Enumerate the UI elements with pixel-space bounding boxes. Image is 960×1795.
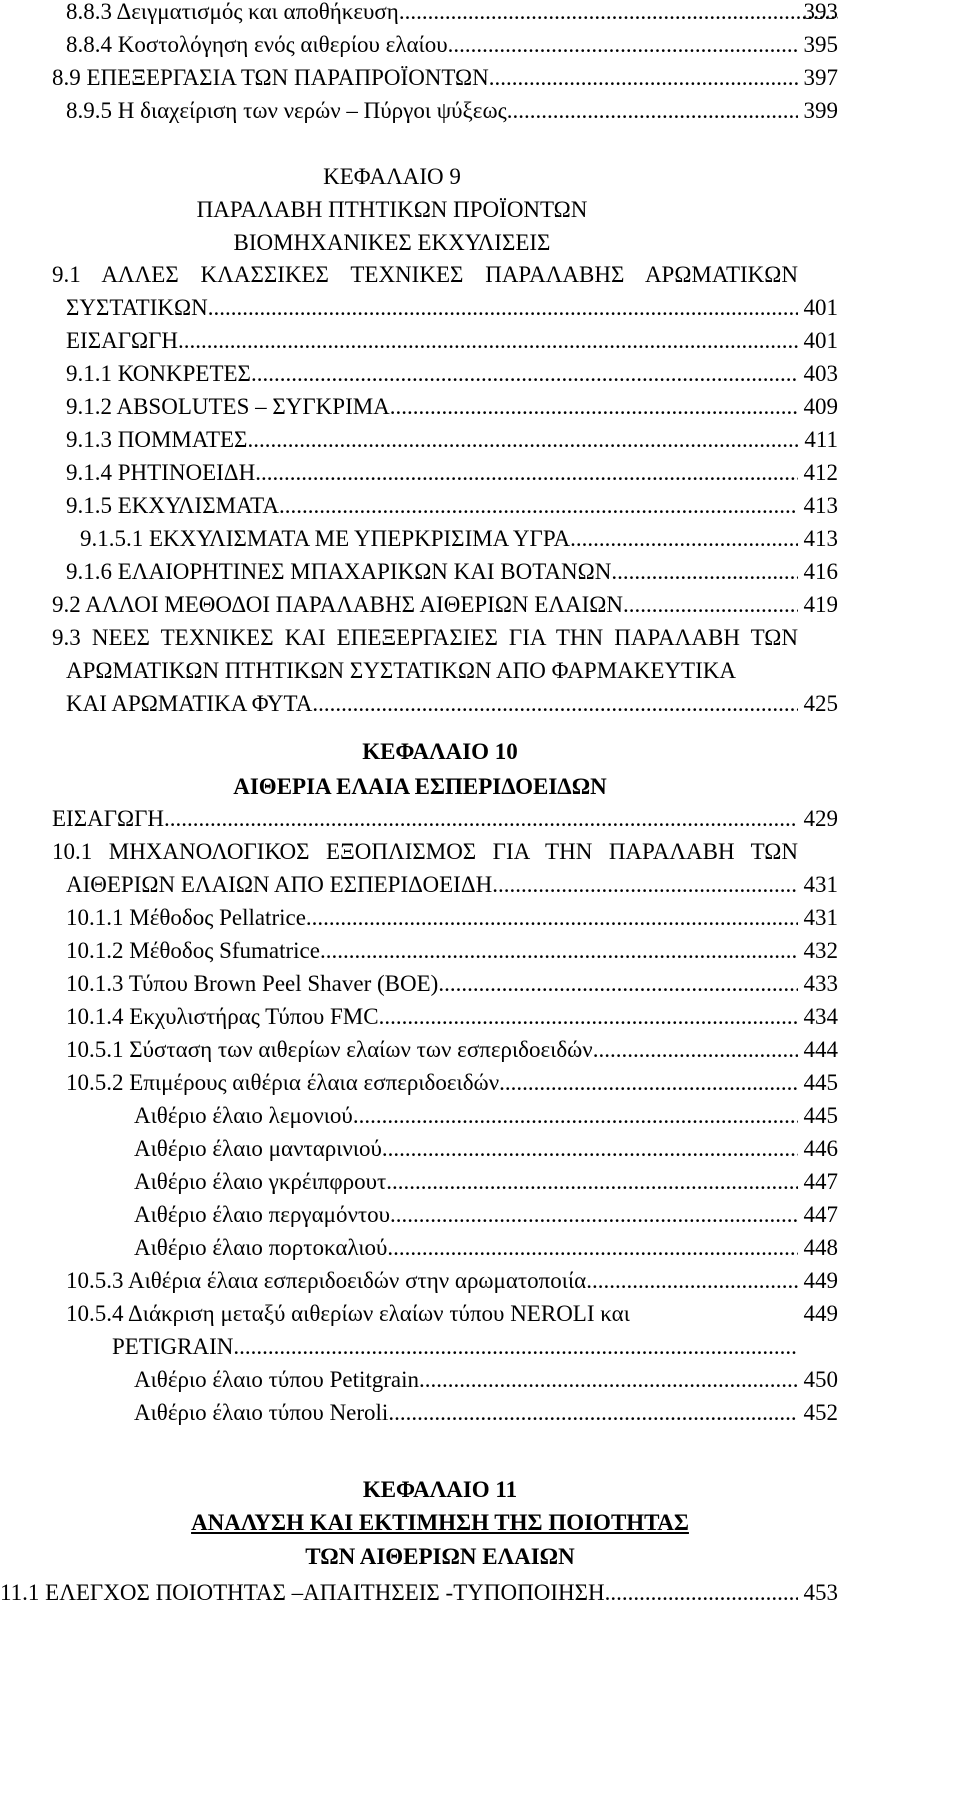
toc-leader-dots xyxy=(390,392,798,422)
toc-leader-dots xyxy=(255,458,798,488)
toc-entry-label: 10.5.2 Επιμέρους αιθέρια έλαια εσπεριδοειδών xyxy=(66,1070,500,1095)
toc-page-number: 403 xyxy=(803,361,838,386)
toc-entry xyxy=(66,903,798,933)
toc-entry xyxy=(134,1398,798,1428)
toc-entry xyxy=(66,936,798,966)
toc-page-number: 393 xyxy=(803,0,838,24)
toc-page-number: 409 xyxy=(803,394,838,419)
chapter-10-subtitle: ΑΙΘΕΡΙΑ ΕΛΑΙΑ ΕΣΠΕΡΙΔΟΕΙΔΩΝ xyxy=(233,774,607,799)
toc-entry-label: PETIGRAIN xyxy=(112,1334,234,1359)
chapter-11-subtitle: ΤΩΝ ΑΙΘΕΡΙΩΝ ΕΛΑΙΩΝ xyxy=(305,1544,575,1569)
toc-entry xyxy=(52,590,798,620)
toc-leader-dots xyxy=(399,0,838,27)
toc-page-number: 434 xyxy=(803,1004,838,1029)
toc-entry-label: 9.1.3 ΠΟΜΜΑΤΕΣ xyxy=(66,427,248,452)
toc-page-number: 413 xyxy=(803,493,838,518)
toc-entry-label: ΑΡΩΜΑΤΙΚΩΝ ΠΤΗΤΙΚΩΝ ΣΥΣΤΑΤΙΚΩΝ ΑΠΟ ΦΑΡΜΑΚΕΥΤΙΚΑ xyxy=(66,658,736,683)
toc-page-number: 448 xyxy=(803,1235,838,1260)
toc-leader-dots xyxy=(178,326,798,356)
toc-entry-label: Αιθέριο έλαιο τύπου Petitgrain xyxy=(134,1367,419,1392)
toc-page-number: 425 xyxy=(803,691,838,716)
toc-leader-dots xyxy=(586,1266,798,1296)
toc-entry-label: Αιθέριο έλαιο γκρέιπφρουτ xyxy=(134,1169,387,1194)
toc-leader-dots xyxy=(251,359,798,389)
toc-entry xyxy=(80,524,798,554)
toc-page-number: 433 xyxy=(803,971,838,996)
toc-page-number: 416 xyxy=(803,559,838,584)
toc-entry-label: ΕΙΣΑΓΩΓΗ xyxy=(66,328,179,353)
toc-entry xyxy=(66,1002,798,1032)
toc-entry xyxy=(66,491,798,521)
toc-leader-dots xyxy=(312,689,798,719)
chapter-9-title: ΚΕΦΑΛΑΙΟ 9 xyxy=(323,164,461,189)
toc-leader-dots xyxy=(499,1068,798,1098)
toc-page-number: 449 xyxy=(803,1268,838,1293)
toc-entry-label: Αιθέριο έλαιο περγαμόντου xyxy=(134,1202,391,1227)
chapter-11-title: ΚΕΦΑΛΑΙΟ 11 xyxy=(362,1477,518,1502)
toc-entry xyxy=(134,1200,798,1230)
toc-leader-dots xyxy=(570,524,798,554)
toc-leader-dots xyxy=(489,63,798,93)
toc-page-number: 452 xyxy=(803,1400,838,1425)
toc-page-number: 397 xyxy=(803,65,838,90)
toc-page-number: 445 xyxy=(803,1103,838,1128)
toc-page-number: 429 xyxy=(803,806,838,831)
toc-leader-dots xyxy=(208,293,798,323)
toc-entry-label: 9.1 ΑΛΛΕΣ ΚΛΑΣΣΙΚΕΣ ΤΕΧΝΙΚΕΣ ΠΑΡΑΛΑΒΗΣ ΑΡΩΜΑΤΙΚΩΝ xyxy=(52,262,798,287)
toc-entry-label: 10.5.3 Αιθέρια έλαια εσπεριδοειδών στην αρωματοποιία xyxy=(66,1268,587,1293)
toc-entry xyxy=(66,392,798,422)
toc-entry-label: 11.1 ΕΛΕΓΧΟΣ ΠΟΙΟΤΗΤΑΣ –ΑΠΑΙΤΗΣΕΙΣ -ΤΥΠΟΠΟΙΗΣΗ xyxy=(0,1580,605,1605)
toc-page-number: 411 xyxy=(804,427,838,452)
toc-leader-dots xyxy=(492,870,798,900)
toc-entry xyxy=(134,1167,798,1197)
toc-entry-label: ΑΙΘΕΡΙΩΝ ΕΛΑΙΩΝ ΑΠΟ ΕΣΠΕΡΙΔΟΕΙΔΗ xyxy=(66,872,493,897)
toc-entry-label: 9.3 ΝΕΕΣ ΤΕΧΝΙΚΕΣ ΚΑΙ ΕΠΕΞΕΡΓΑΣΙΕΣ ΓΙΑ ΤΗΝ ΠΑΡΑΛΑΒΗ ΤΩΝ xyxy=(52,625,798,650)
toc-entry-label: ΚΑΙ ΑΡΩΜΑΤΙΚΑ ΦΥΤΑ xyxy=(66,691,313,716)
toc-entry xyxy=(66,425,798,455)
toc-entry-label: 10.5.1 Σύσταση των αιθερίων ελαίων των εσπεριδοειδών xyxy=(66,1037,593,1062)
toc-leader-dots xyxy=(379,1002,798,1032)
toc-entry-label: 10.5.4 Διάκριση μεταξύ αιθερίων ελαίων τύπου NEROLI και xyxy=(66,1301,630,1326)
toc-page-number: 450 xyxy=(803,1367,838,1392)
toc-leader-dots xyxy=(233,1332,798,1362)
toc-page-number: 445 xyxy=(803,1070,838,1095)
toc-entry xyxy=(66,0,838,27)
toc-page-number: 431 xyxy=(803,905,838,930)
toc-entry xyxy=(134,1365,798,1395)
toc-entry xyxy=(66,557,798,587)
toc-leader-dots xyxy=(247,425,798,455)
toc-leader-dots xyxy=(386,1167,798,1197)
toc-page-number: 401 xyxy=(803,328,838,353)
toc-entry xyxy=(66,30,798,60)
toc-leader-dots xyxy=(605,1578,798,1608)
toc-leader-dots xyxy=(611,557,798,587)
toc-entry-label: 9.1.2 ABSOLUTES – ΣΥΓΚΡΙΜΑ xyxy=(66,394,390,419)
chapter-9-subtitle: ΒΙΟΜΗΧΑΝΙΚΕΣ ΕΚΧΥΛΙΣΕΙΣ xyxy=(233,230,551,255)
toc-leader-dots xyxy=(390,1200,798,1230)
toc-entry-label: 9.1.4 ΡΗΤΙΝΟΕΙΔΗ xyxy=(66,460,256,485)
toc-entry-label: 9.1.1 ΚΟΝΚΡΕΤΕΣ xyxy=(66,361,251,386)
toc-entry-label: Αιθέριο έλαιο λεμονιού xyxy=(134,1103,353,1128)
toc-page-number: 446 xyxy=(803,1136,838,1161)
toc-leader-dots xyxy=(306,903,798,933)
toc-entry xyxy=(66,689,798,719)
toc-page-number: 395 xyxy=(803,32,838,57)
toc-leader-dots xyxy=(353,1101,798,1131)
toc-leader-dots xyxy=(623,590,798,620)
toc-entry-label: ΣΥΣΤΑΤΙΚΩΝ xyxy=(66,295,208,320)
toc-entry-label: 10.1.3 Τύπου Brown Peel Shaver (BOE) xyxy=(66,971,439,996)
toc-leader-dots xyxy=(388,1398,798,1428)
toc-entry-label: 8.9 ΕΠΕΞΕΡΓΑΣΙΑ ΤΩΝ ΠΑΡΑΠΡΟΪΟΝΤΩΝ xyxy=(52,65,489,90)
toc-entry xyxy=(66,870,798,900)
toc-page-number: 419 xyxy=(803,592,838,617)
chapter-10-title: ΚΕΦΑΛΑΙΟ 10 xyxy=(362,739,518,764)
toc-page-number: 399 xyxy=(803,98,838,123)
chapter-11-subtitle: ΑΝΑΛΥΣΗ ΚΑΙ ΕΚΤΙΜΗΣΗ ΤΗΣ ΠΟΙΟΤΗΤΑΣ xyxy=(191,1510,689,1535)
toc-entry xyxy=(52,804,798,834)
toc-entry-label: 10.1.2 Μέθοδος Sfumatrice xyxy=(66,938,320,963)
toc-entry xyxy=(66,293,798,323)
toc-entry-label: 10.1.4 Εκχυλιστήρας Τύπου FMC xyxy=(66,1004,379,1029)
toc-entry-label: Αιθέριο έλαιο μανταρινιού xyxy=(134,1136,382,1161)
toc-page-number: 447 xyxy=(803,1169,838,1194)
toc-page-number: 412 xyxy=(803,460,838,485)
toc-entry-label: ΕΙΣΑΓΩΓΗ xyxy=(52,806,165,831)
toc-leader-dots xyxy=(593,1035,798,1065)
toc-entry-label: 9.1.5.1 ΕΚΧΥΛΙΣΜΑΤΑ ΜΕ ΥΠΕΡΚΡΙΣΙΜΑ ΥΓΡΑ xyxy=(80,526,571,551)
toc-entry-label: Αιθέριο έλαιο τύπου Neroli xyxy=(134,1400,389,1425)
toc-leader-dots xyxy=(438,969,798,999)
toc-leader-dots xyxy=(507,96,798,126)
toc-entry xyxy=(52,63,798,93)
toc-entry xyxy=(134,1101,798,1131)
toc-entry xyxy=(66,1266,798,1296)
toc-page-number: 432 xyxy=(803,938,838,963)
toc-leader-dots xyxy=(419,1365,798,1395)
toc-entry xyxy=(112,1332,798,1362)
toc-leader-dots xyxy=(279,491,798,521)
toc-page-number: 449 xyxy=(803,1301,838,1326)
toc-entry xyxy=(66,458,798,488)
toc-leader-dots xyxy=(320,936,798,966)
toc-page-number: 401 xyxy=(803,295,838,320)
toc-entry-label: 9.1.6 ΕΛΑΙΟΡΗΤΙΝΕΣ ΜΠΑΧΑΡΙΚΩΝ ΚΑΙ ΒΟΤΑΝΩΝ xyxy=(66,559,612,584)
toc-entry-label: 8.8.4 Κοστολόγηση ενός αιθερίου ελαίου xyxy=(66,32,448,57)
toc-entry-label: 10.1 ΜΗΧΑΝΟΛΟΓΙΚΟΣ ΕΞΟΠΛΙΣΜΟΣ ΓΙΑ ΤΗΝ ΠΑΡΑΛΑΒΗ ΤΩΝ xyxy=(52,839,798,864)
toc-leader-dots xyxy=(382,1134,798,1164)
toc-entry-label: 9.2 ΑΛΛΟΙ ΜΕΘΟΔΟΙ ΠΑΡΑΛΑΒΗΣ ΑΙΘΕΡΙΩΝ ΕΛΑΙΩΝ xyxy=(52,592,623,617)
toc-leader-dots xyxy=(448,30,798,60)
chapter-9-subtitle: ΠΑΡΑΛΑΒΗ ΠΤΗΤΙΚΩΝ ΠΡΟΪΟΝΤΩΝ xyxy=(196,197,588,222)
toc-leader-dots xyxy=(387,1233,798,1263)
toc-entry-label: 9.1.5 ΕΚΧΥΛΙΣΜΑΤΑ xyxy=(66,493,279,518)
toc-entry xyxy=(66,1068,798,1098)
toc-entry xyxy=(66,969,798,999)
toc-page-number: 413 xyxy=(803,526,838,551)
toc-page-number: 453 xyxy=(803,1580,838,1605)
toc-entry xyxy=(0,1578,798,1608)
toc-page-number: 447 xyxy=(803,1202,838,1227)
toc-entry-label: 8.9.5 Η διαχείριση των νερών – Πύργοι ψύξεως xyxy=(66,98,507,123)
toc-entry xyxy=(66,96,798,126)
toc-entry xyxy=(134,1134,798,1164)
toc-entry xyxy=(66,1035,798,1065)
toc-leader-dots xyxy=(164,804,798,834)
toc-entry xyxy=(134,1233,798,1263)
toc-entry xyxy=(66,359,798,389)
toc-entry-label: Αιθέριο έλαιο πορτοκαλιού xyxy=(134,1235,388,1260)
toc-entry-label: 10.1.1 Μέθοδος Pellatrice xyxy=(66,905,306,930)
toc-entry-label: 8.8.3 Δειγματισμός και αποθήκευση xyxy=(66,0,399,24)
toc-page-number: 431 xyxy=(803,872,838,897)
toc-page-number: 444 xyxy=(803,1037,838,1062)
toc-entry xyxy=(66,326,798,356)
